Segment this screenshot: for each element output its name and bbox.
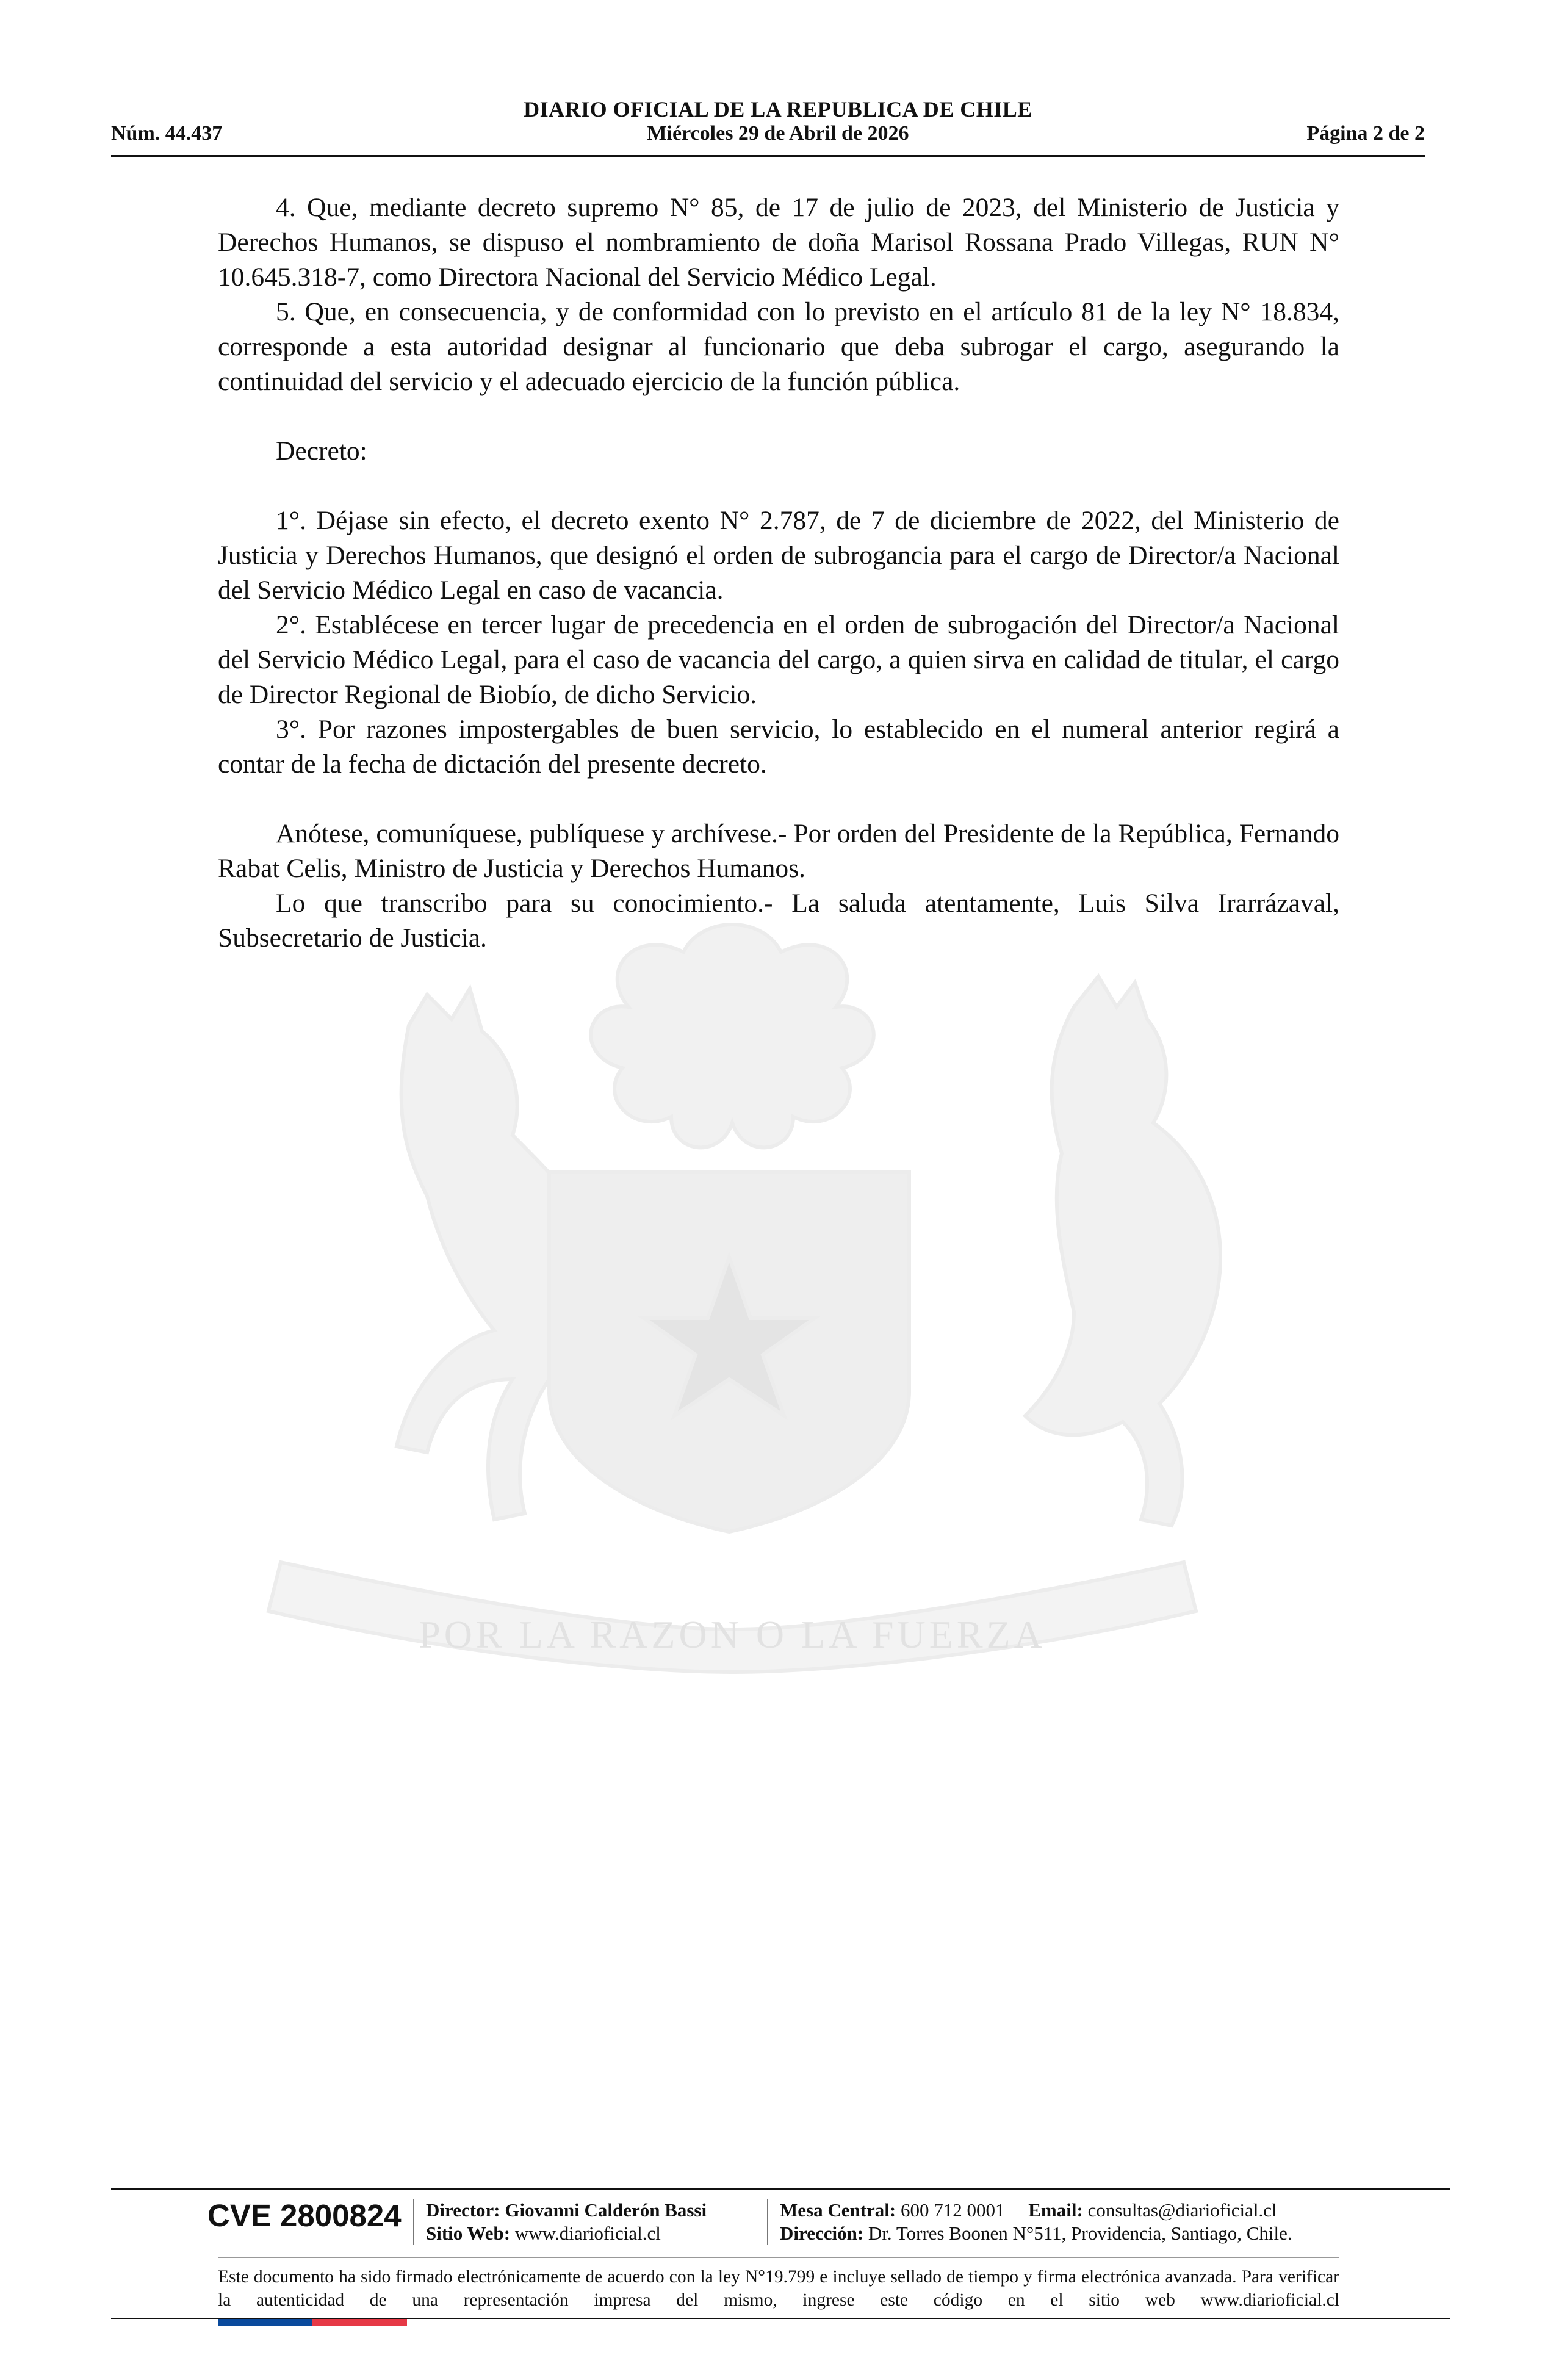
website-link[interactable]: www.diarioficial.cl <box>514 2223 661 2244</box>
header-divider <box>111 155 1425 157</box>
address-label: Dirección: <box>780 2223 864 2244</box>
director-name: Giovanni Calderón Bassi <box>505 2199 707 2221</box>
cve-code: CVE 2800824 <box>207 2198 402 2233</box>
decree-body <box>218 190 1339 956</box>
paragraph-whereas-4: 4. Que, mediante decreto supremo N° 85, de 17 de julio de 2023, del Ministerio de Justicia y Derechos Humanos, se dispuso el nombramiento de doña Marisol Rossana Prado Villegas, RUN N° 10.645.318-7, como Directora Nacional del Servicio Médico Legal. <box>218 193 1339 292</box>
coat-of-arms-watermark <box>207 915 1257 1678</box>
director-line <box>426 2199 707 2221</box>
paragraph-whereas-5: 5. Que, en consecuencia, y de conformidad con lo previsto en el artículo 81 de la ley N° 18.834, corresponde a esta autoridad designar al funcionario que deba subrogar el cargo, asegurando la continuidad del servicio y el adecuado ejercicio de la función pública. <box>218 297 1339 396</box>
flag-stripe-blue <box>218 2319 312 2326</box>
email-link[interactable]: consultas@diarioficial.cl <box>1087 2199 1277 2221</box>
contact-line <box>780 2199 1277 2221</box>
watermark-motto: POR LA RAZON O LA FUERZA <box>419 1613 1046 1656</box>
flag-stripe-red <box>312 2319 407 2326</box>
issue-date: Miércoles 29 de Abril de 2026 <box>647 122 909 145</box>
email-label: Email: <box>1028 2199 1083 2221</box>
phone-number: 600 712 0001 <box>901 2199 1005 2221</box>
phone-label: Mesa Central: <box>780 2199 896 2221</box>
decree-heading: Decreto: <box>276 436 367 466</box>
publication-title: DIARIO OFICIAL DE LA REPUBLICA DE CHILE <box>524 97 1032 121</box>
footer-divider-mid <box>218 2257 1339 2258</box>
footer-separator <box>767 2199 768 2245</box>
address-value: Dr. Torres Boonen N°511, Providencia, Santiago, Chile. <box>868 2223 1292 2244</box>
issue-number: Núm. 44.437 <box>111 122 223 145</box>
website-label: Sitio Web: <box>426 2223 511 2244</box>
director-label: Director: <box>426 2199 500 2221</box>
address-line <box>780 2223 1292 2245</box>
footer-divider-top <box>111 2188 1450 2190</box>
article-1: 1°. Déjase sin efecto, el decreto exento N° 2.787, de 7 de diciembre de 2022, del Ministerio de Justicia y Derechos Humanos, que designó el orden de subrogancia para el cargo de Director/a Nacional del Servicio Médico Legal en caso de vacancia. <box>218 506 1339 605</box>
footer-separator <box>413 2199 414 2245</box>
signature-notice: Este documento ha sido firmado electrónicamente de acuerdo con la ley N°19.799 e incluye sellado de tiempo y firma electrónica avanzada. Para verificar la autenticidad de una representación impresa del mismo, ingrese este código en el sitio web www.diarioficial.cl <box>218 2267 1339 2310</box>
article-3: 3°. Por razones impostergables de buen servicio, lo establecido en el numeral anterior regirá a contar de la fecha de dictación del presente decreto. <box>218 715 1339 779</box>
website-line <box>426 2223 661 2245</box>
transcription-note: Lo que transcribo para su conocimiento.- La saluda atentamente, Luis Silva Irarrázaval, Subsecretario de Justicia. <box>218 889 1339 953</box>
closing-formula: Anótese, comuníquese, publíquese y archívese.- Por orden del Presidente de la República, Fernando Rabat Celis, Ministro de Justicia y Derechos Humanos. <box>218 819 1339 883</box>
page-indicator: Página 2 de 2 <box>1306 122 1425 145</box>
article-2: 2°. Establécese en tercer lugar de precedencia en el orden de subrogación del Director/a Nacional del Servicio Médico Legal, para el caso de vacancia del cargo, a quien sirva en calidad de titular, el cargo de Director Regional de Biobío, de dicho Servicio. <box>218 610 1339 709</box>
